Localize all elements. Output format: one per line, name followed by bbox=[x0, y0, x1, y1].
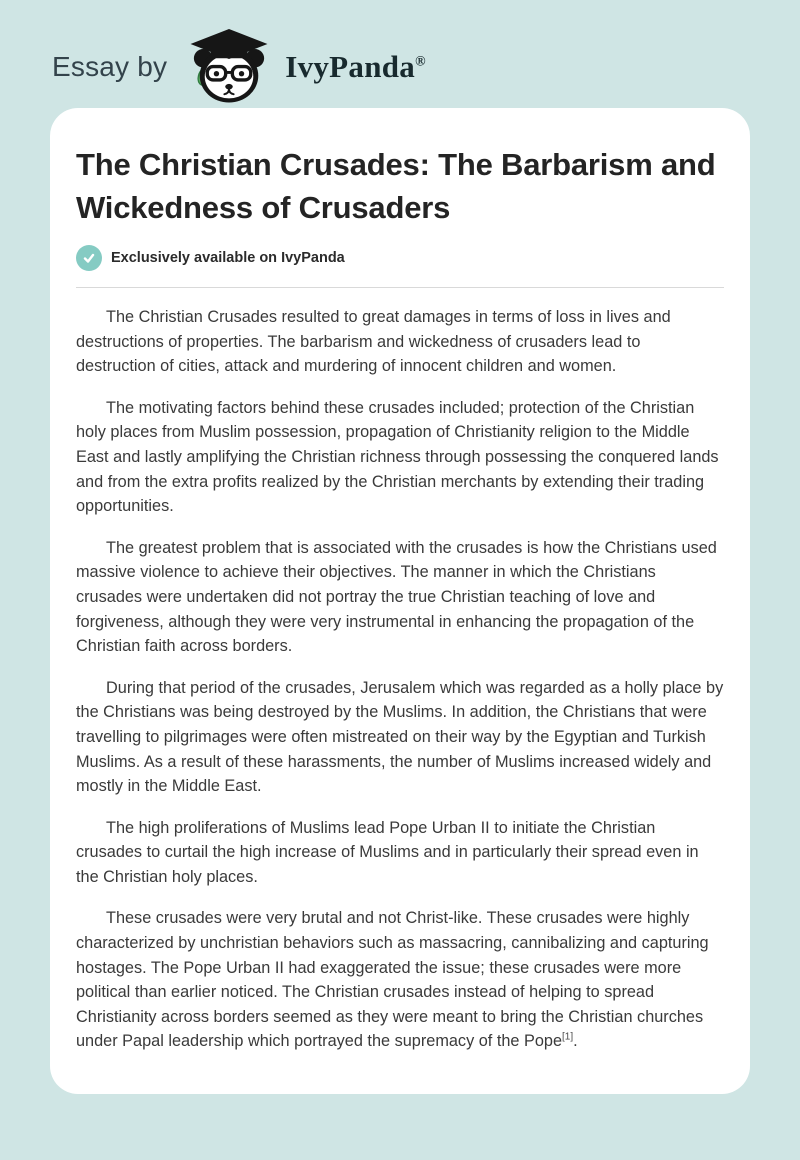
brand-name: IvyPanda bbox=[285, 49, 416, 84]
check-icon bbox=[76, 245, 102, 271]
essay-paragraph: The high proliferations of Muslims lead Pope Urban II to initiate the Christian crusades to curtail the high increase of Muslims and in particularly their spread even in the Christian holy places. bbox=[76, 818, 699, 886]
essay-paragraph: The motivating factors behind these crusades included; protection of the Christian holy places from Muslim possession, propagation of Christianity religion to the Middle East and lastly amplifying the Christian richness through possessing the conquered lands and from the extra profits realized by the Christian merchants by extending their trading opportunities. bbox=[76, 398, 719, 516]
registered-trademark-symbol: ® bbox=[415, 54, 426, 70]
brand-wordmark bbox=[285, 49, 426, 85]
essay-paragraph: During that period of the crusades, Jerusalem which was regarded as a holly place by the Christians was being destroyed by the Muslims. In addition, the Christians that were travelling to pilgrimages were often mistreated on their way by the Egyptian and Turkish Muslims. As a result of these harassments, the number of Muslims increased widely and mostly in the Middle East. bbox=[76, 678, 724, 796]
essay-body bbox=[76, 305, 724, 1054]
essay-paragraph: The greatest problem that is associated with the crusades is how the Christians used massive violence to achieve their objectives. The manner in which the Christians crusades were undertaken did not portray the true Christian teaching of love and forgiveness, although they were very instrumental in enhancing the propagation of the Christian faith across borders. bbox=[76, 538, 717, 656]
divider bbox=[76, 287, 724, 288]
essay-paragraph: The Christian Crusades resulted to great damages in terms of loss in lives and destructions of properties. The barbarism and wickedness of crusaders lead to destruction of cities, attack and murdering of innocent children and women. bbox=[76, 308, 671, 376]
essay-card bbox=[50, 108, 750, 1094]
final-paragraph-suffix: . bbox=[573, 1032, 578, 1051]
essay-paragraph bbox=[76, 906, 724, 1054]
availability-badge bbox=[76, 245, 724, 271]
essay-title: The Christian Crusades: The Barbarism and Wickedness of Crusaders bbox=[76, 147, 716, 225]
site-header bbox=[0, 0, 800, 108]
footnote-ref[interactable]: [1] bbox=[562, 1032, 574, 1044]
essay-by-text: Essay by bbox=[52, 51, 168, 82]
panda-graduate-logo-icon bbox=[183, 27, 275, 107]
availability-label: Exclusively available on IvyPanda bbox=[111, 250, 345, 266]
final-paragraph-text: These crusades were very brutal and not Christ-like. These crusades were highly characterized by unchristian behaviors such as massacring, cannibalizing and capturing hostages. The Pope Urban II had exaggerated the issue; these crusades were more political than earlier noticed. The Christian crusades instead of helping to spread Christianity across borders seemed as they were meant to bring the Christian churches under Papal leadership which portrayed the supremacy of the Pope bbox=[76, 909, 709, 1051]
